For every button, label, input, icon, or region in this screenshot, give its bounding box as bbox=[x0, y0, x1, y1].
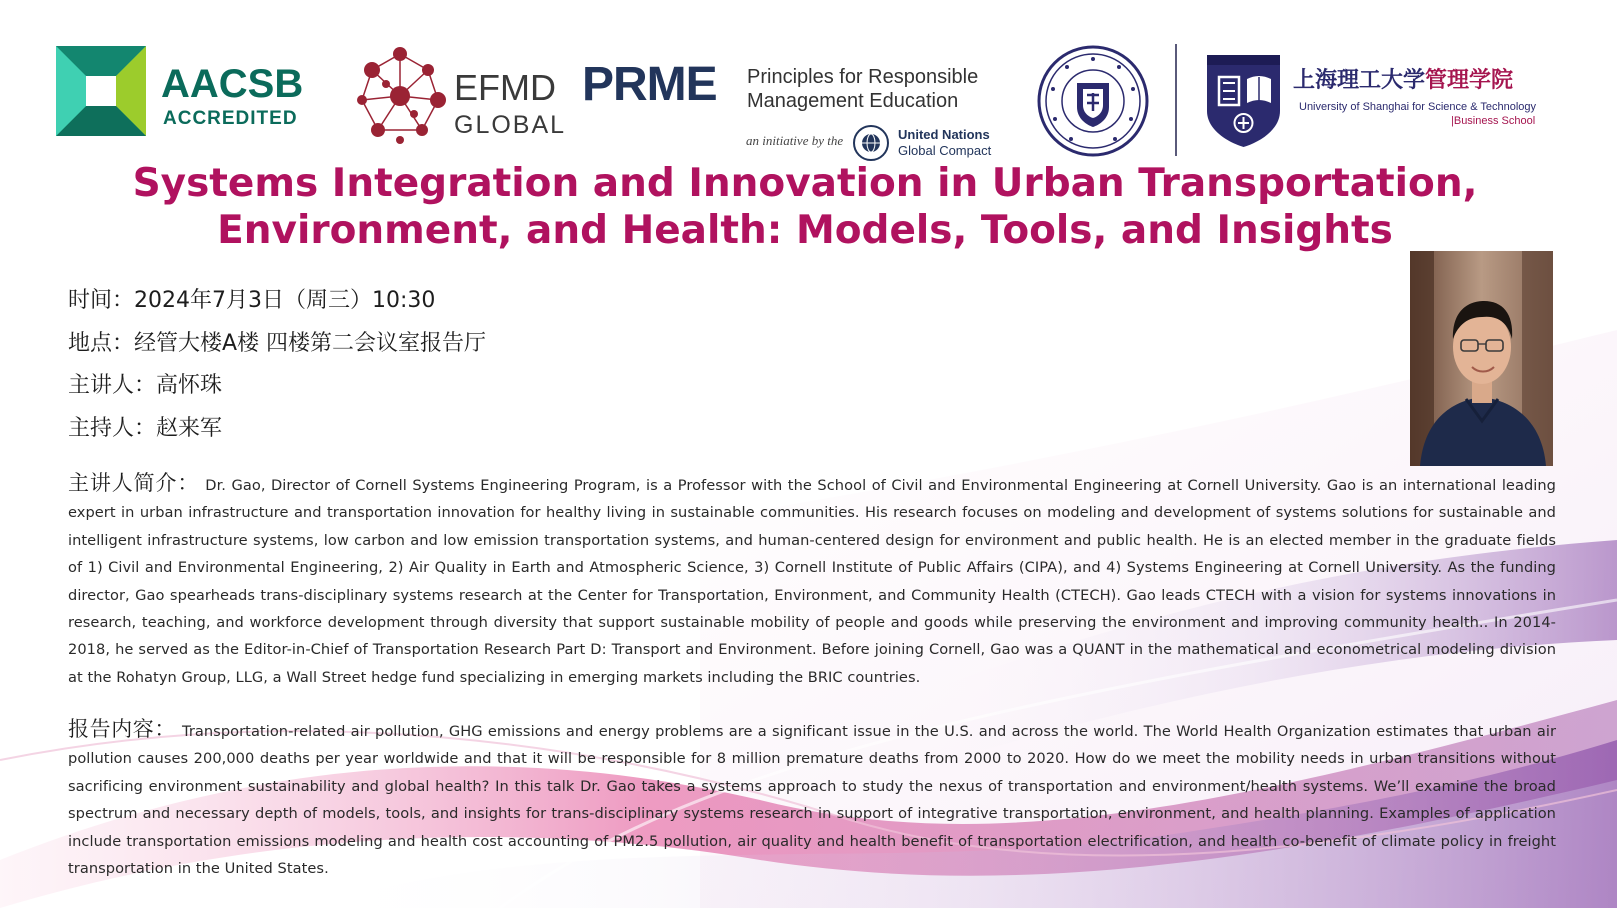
efmd-wordmark: EFMD bbox=[454, 67, 556, 108]
prme-logo bbox=[582, 60, 992, 160]
business-school-shield-icon bbox=[1205, 53, 1282, 149]
talk-abstract bbox=[68, 716, 1556, 882]
aacsb-logo bbox=[56, 46, 318, 138]
abstract-text: Transportation-related air pollution, GHG emissions and energy problems are a significant issue in the U.S. and across the world. The World Health Organization estimates that urban air pollution causes 200,000 deaths per year worldwide and that it will be responsible for 8 million premature deaths from 2000 to 2020. How do we meet the mobility needs in urban transitions without sacrificing environment sustainability and global health? In this talk Dr. Gao takes a systems approach to study the nexus of transportation and environment/health systems. We’ll examine the broad spectrum and necessary depth of models, tools, and insights for trans-disciplinary systems research in support of integrative transportation, environment, and health planning. Examples of application include transportation emissions modeling and health cost accounting of PM2.5 pollution, air quality and health benefit of transportation electrification, and health co-benefit of climate policy in freight transportation in the United States. bbox=[68, 723, 1557, 878]
prme-name-line1: Principles for Responsible bbox=[747, 66, 979, 88]
seminar-title bbox=[60, 160, 1550, 254]
usst-name-en: University of Shanghai for Science & Technology bbox=[1299, 101, 1537, 113]
university-seal-icon bbox=[1037, 45, 1149, 157]
efmd-logo bbox=[350, 44, 567, 148]
prme-name-line2: Management Education bbox=[747, 90, 959, 112]
event-place: 地点：经管大楼A楼 四楼第二会议室报告厅 bbox=[68, 331, 487, 356]
event-host: 主持人：赵来军 bbox=[68, 416, 223, 441]
network-nodes-icon bbox=[350, 44, 450, 148]
aacsb-accredited: ACCREDITED bbox=[163, 108, 298, 129]
usst-name-cn-block bbox=[1293, 67, 1513, 93]
prme-initiative: an initiative by the bbox=[746, 133, 844, 148]
event-speaker: 主讲人：高怀珠 bbox=[68, 373, 223, 398]
bio-text: Dr. Gao, Director of Cornell Systems Engineering Program, is a Professor with the School of Civil and Environmental Engineering at Cornell University. Gao is an international leading expert in urban infrastructure and transportation innovation for healthy living in sustainable communities. His research focuses on modeling and development of systems solutions for sustainable and intelligent infrastructure systems, low carbon and low emission transportation systems, and human-centered design for environment and public health. He is an elected member in the graduate fields of 1) Civil and Environmental Engineering, 2) Air Quality in Earth and Atmospheric Science, 3) Cornell Institute of Public Affairs (CIPA), and 4) Systems Engineering at Cornell University. As the funding director, Gao spearheads trans-disciplinary systems research at the Center for Transportation, Environment, and Community Health (CTECH). Gao leads CTECH with a vision for systems innovations in research, teaching, and workforce development through diversity that support sustainable mobility of people and goods while preserving the environment and improving community health.. In 2014-2018, he served as the Editor-in-Chief of Transportation Research Part D: Transport and Environment. Before joining Cornell, Gao was a QUANT in the mathematical and econometrical modeling division at the Rohatyn Group, LLG, a Wall Street hedge fund specializing in emerging markets including the BRIC countries. bbox=[68, 477, 1556, 686]
un-name-line1: United Nations bbox=[898, 127, 990, 142]
bio-label: 主讲人简介： bbox=[68, 471, 200, 495]
event-time: 时间：2024年7月3日（周三）10:30 bbox=[68, 288, 436, 313]
usst-business-school-logo bbox=[1205, 53, 1545, 153]
logo-divider bbox=[1175, 44, 1177, 156]
speaker-photo bbox=[1410, 251, 1553, 466]
abstract-label: 报告内容： bbox=[68, 717, 177, 741]
usst-school-cn: 管理学院 bbox=[1425, 67, 1514, 93]
aacsb-wordmark: AACSB bbox=[161, 62, 304, 106]
un-globe-icon bbox=[852, 124, 890, 162]
usst-name-cn: 上海理工大学 bbox=[1293, 67, 1426, 93]
efmd-global: GLOBAL bbox=[454, 111, 567, 139]
speaker-bio bbox=[68, 470, 1556, 691]
title-line-2: Environment, and Health: Models, Tools, and Insights bbox=[217, 208, 1393, 253]
aacsb-square-mark-icon bbox=[56, 46, 146, 136]
title-line-1: Systems Integration and Innovation in Urban Transportation, bbox=[132, 161, 1478, 206]
un-name-line2: Global Compact bbox=[898, 143, 992, 158]
prme-acronym: PRME bbox=[582, 58, 717, 111]
usst-school-en: |Business School bbox=[1451, 115, 1536, 127]
